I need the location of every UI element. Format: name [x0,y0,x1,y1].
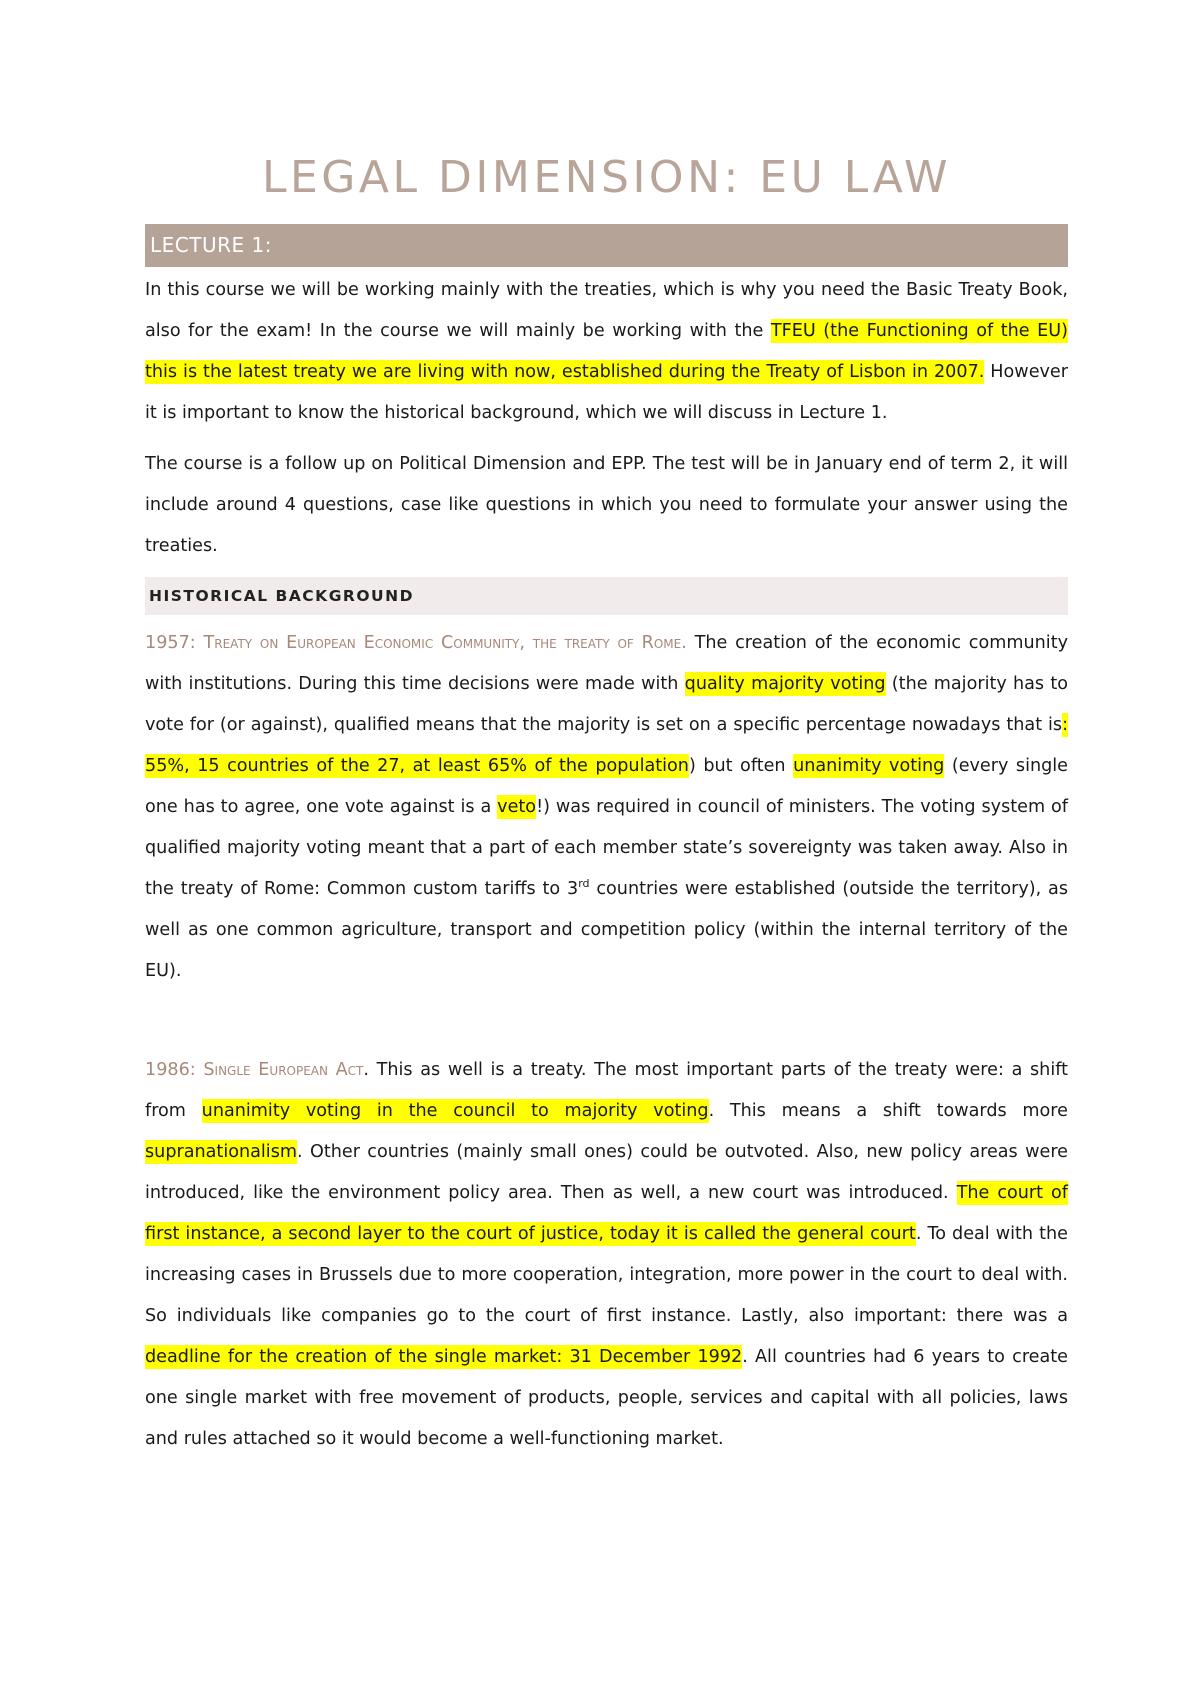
document-page [145,0,1068,1460]
lecture-heading: LECTURE 1: [145,224,1068,267]
rome-paragraph [145,623,1068,992]
intro-text-1: In this course we will be working mainly with the treaties, which is why you need the Basic Treaty Book, also for the exam! In the course we will mainly be working with the [145,280,1068,341]
sea-text-1: . This as well is a treaty. The most important parts of the treaty were: a shift from [145,1060,1068,1121]
sea-treaty-name: Single European Act [203,1060,364,1080]
section-heading-historical: HISTORICAL BACKGROUND [145,577,1068,615]
ordinal-suffix: rd [578,877,590,891]
sea-text-2: . This means a shift towards more [708,1101,1068,1121]
rome-text-4: (every single one has to agree, one vote against is a [145,756,1068,817]
sea-text-5: . All countries had 6 years to create one single market with free movement of products, people, services and capital with all policies, laws and rules attached so it would become a well-functioning market. [145,1347,1068,1449]
highlight-deadline: deadline for the creation of the single market: 31 December 1992 [145,1347,743,1367]
rome-treaty-name: Treaty on European Economic Community, the treaty of Rome. [203,633,687,653]
intro-text-2: However it is important to know the historical background, which we will discuss in Lecture 1. [145,362,1068,423]
sea-text-3: . Other countries (mainly small ones) could be outvoted. Also, new policy areas were introduced, like the environment policy area. Then as well, a new court was introduced. [145,1142,1068,1203]
rome-text-2: (the majority has to vote for (or against), qualified means that the majority is set on a specific percentage nowadays that is [145,674,1068,735]
highlight-veto: veto [497,797,537,817]
highlight-unanimity: unanimity voting [793,756,945,776]
intro-paragraph [145,270,1068,434]
sea-paragraph [145,1050,1068,1460]
highlight-general-court: The court of first instance, a second layer to the court of justice, today it is called the general court [145,1183,1068,1244]
rome-text-5: !) was required in council of ministers. The voting system of qualified majority voting meant that a part of each member state’s sovereignty was taken away. Also in the treaty of Rome: Common custom tariffs to 3 [145,797,1068,899]
rome-year: 1957: [145,633,196,653]
highlight-majority-shift: unanimity voting in the council to majority voting [201,1101,709,1121]
document-title: LEGAL DIMENSION: EU LAW [261,152,952,203]
rome-text-6: countries were established (outside the territory), as well as one common agriculture, transport and competition policy (within the internal territory of the EU). [145,879,1068,981]
highlight-tfeu: TFEU (the Functioning of the EU) this is the latest treaty we are living with now, established during the Treaty of Lisbon in 2007. [145,321,1068,382]
course-info-paragraph: The course is a follow up on Political Dimension and EPP. The test will be in January end of term 2, it will include around 4 questions, case like questions in which you need to formulate your answer using the treaties. [145,454,1068,556]
sea-year: 1986: [145,1060,196,1080]
rome-text-3: ) but often [688,756,794,776]
rome-text-1: The creation of the economic community with institutions. During this time decisions were made with [145,633,1069,694]
highlight-percentages: : 55%, 15 countries of the 27, at least 65% of the population [145,715,1068,776]
highlight-supranationalism: supranationalism [145,1142,297,1162]
sea-text-4: . To deal with the increasing cases in Brussels due to more cooperation, integration, more power in the court to deal with. So individuals like companies go to the court of first instance. Lastly, also important: there was a [145,1224,1068,1326]
highlight-quality-majority: quality majority voting [684,674,886,694]
